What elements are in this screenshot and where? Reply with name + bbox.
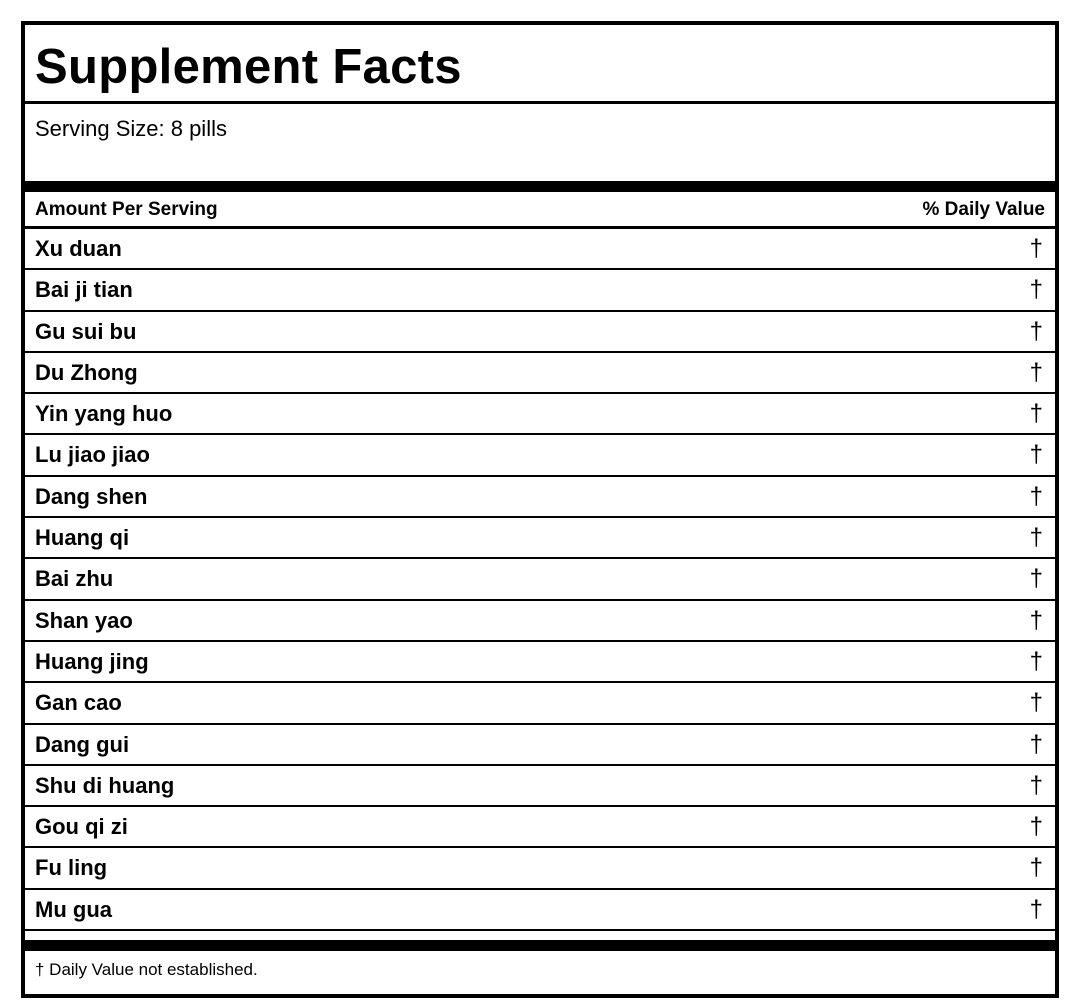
ingredient-row	[25, 766, 1055, 807]
amount-per-serving-header: Amount Per Serving	[35, 199, 218, 220]
ingredient-name: Shan yao	[35, 607, 133, 633]
ingredient-daily-value: †	[1029, 482, 1043, 510]
ingredient-row	[25, 477, 1055, 518]
ingredient-daily-value: †	[1029, 565, 1043, 593]
serving-size: Serving Size: 8 pills	[35, 116, 227, 141]
ingredient-daily-value: †	[1029, 606, 1043, 634]
ingredient-name: Shu di huang	[35, 772, 175, 798]
ingredient-row	[25, 435, 1055, 476]
ingredient-daily-value: †	[1029, 524, 1043, 552]
ingredient-row	[25, 353, 1055, 394]
ingredient-daily-value: †	[1029, 358, 1043, 386]
ingredient-row	[25, 601, 1055, 642]
ingredient-name: Fu ling	[35, 855, 108, 881]
ingredient-row	[25, 807, 1055, 848]
ingredient-daily-value: †	[1029, 854, 1043, 882]
ingredient-name: Bai ji tian	[35, 277, 133, 303]
ingredient-daily-value: †	[1029, 400, 1043, 428]
ingredient-name: Xu duan	[35, 236, 122, 261]
ingredient-daily-value: †	[1029, 441, 1043, 469]
ingredient-daily-value: †	[1029, 771, 1043, 799]
column-header-row	[25, 192, 1055, 229]
ingredient-list	[25, 229, 1055, 931]
ingredient-daily-value: †	[1029, 813, 1043, 841]
footnote-row	[25, 951, 1055, 991]
ingredient-row	[25, 848, 1055, 889]
ingredient-daily-value: †	[1029, 730, 1043, 758]
ingredient-name: Mu gua	[35, 896, 112, 922]
ingredient-daily-value: †	[1029, 317, 1043, 345]
footnote: † Daily Value not established.	[35, 960, 258, 980]
serving-size-row	[25, 104, 1055, 181]
ingredient-name: Dang gui	[35, 731, 130, 757]
ingredient-name: Lu jiao jiao	[35, 442, 150, 468]
ingredient-row	[25, 312, 1055, 353]
ingredient-row	[25, 890, 1055, 931]
supplement-facts-label	[21, 21, 1059, 998]
ingredient-daily-value: †	[1029, 647, 1043, 675]
ingredient-daily-value: †	[1029, 895, 1043, 923]
ingredient-daily-value: †	[1029, 235, 1043, 262]
ingredient-row	[25, 725, 1055, 766]
ingredient-row	[25, 229, 1055, 270]
ingredient-row	[25, 394, 1055, 435]
ingredient-row	[25, 642, 1055, 683]
ingredient-name: Bai zhu	[35, 566, 114, 592]
ingredient-row	[25, 270, 1055, 311]
ingredient-name: Du Zhong	[35, 359, 138, 385]
ingredient-name: Gu sui bu	[35, 318, 137, 344]
label-title: Supplement Facts	[35, 40, 462, 94]
ingredient-name: Gou qi zi	[35, 814, 128, 840]
title-row	[25, 25, 1055, 104]
ingredient-name: Huang jing	[35, 648, 149, 674]
ingredient-row	[25, 683, 1055, 724]
thick-divider-bottom	[25, 940, 1055, 951]
ingredient-daily-value: †	[1029, 689, 1043, 717]
ingredient-name: Gan cao	[35, 690, 122, 716]
ingredient-name: Huang qi	[35, 525, 130, 551]
ingredient-row	[25, 559, 1055, 600]
daily-value-header: % Daily Value	[922, 199, 1045, 220]
ingredient-name: Yin yang huo	[35, 401, 173, 427]
ingredient-daily-value: †	[1029, 276, 1043, 304]
ingredient-row	[25, 518, 1055, 559]
ingredient-name: Dang shen	[35, 483, 148, 509]
thick-divider-top	[25, 181, 1055, 192]
spacer-row	[25, 931, 1055, 940]
